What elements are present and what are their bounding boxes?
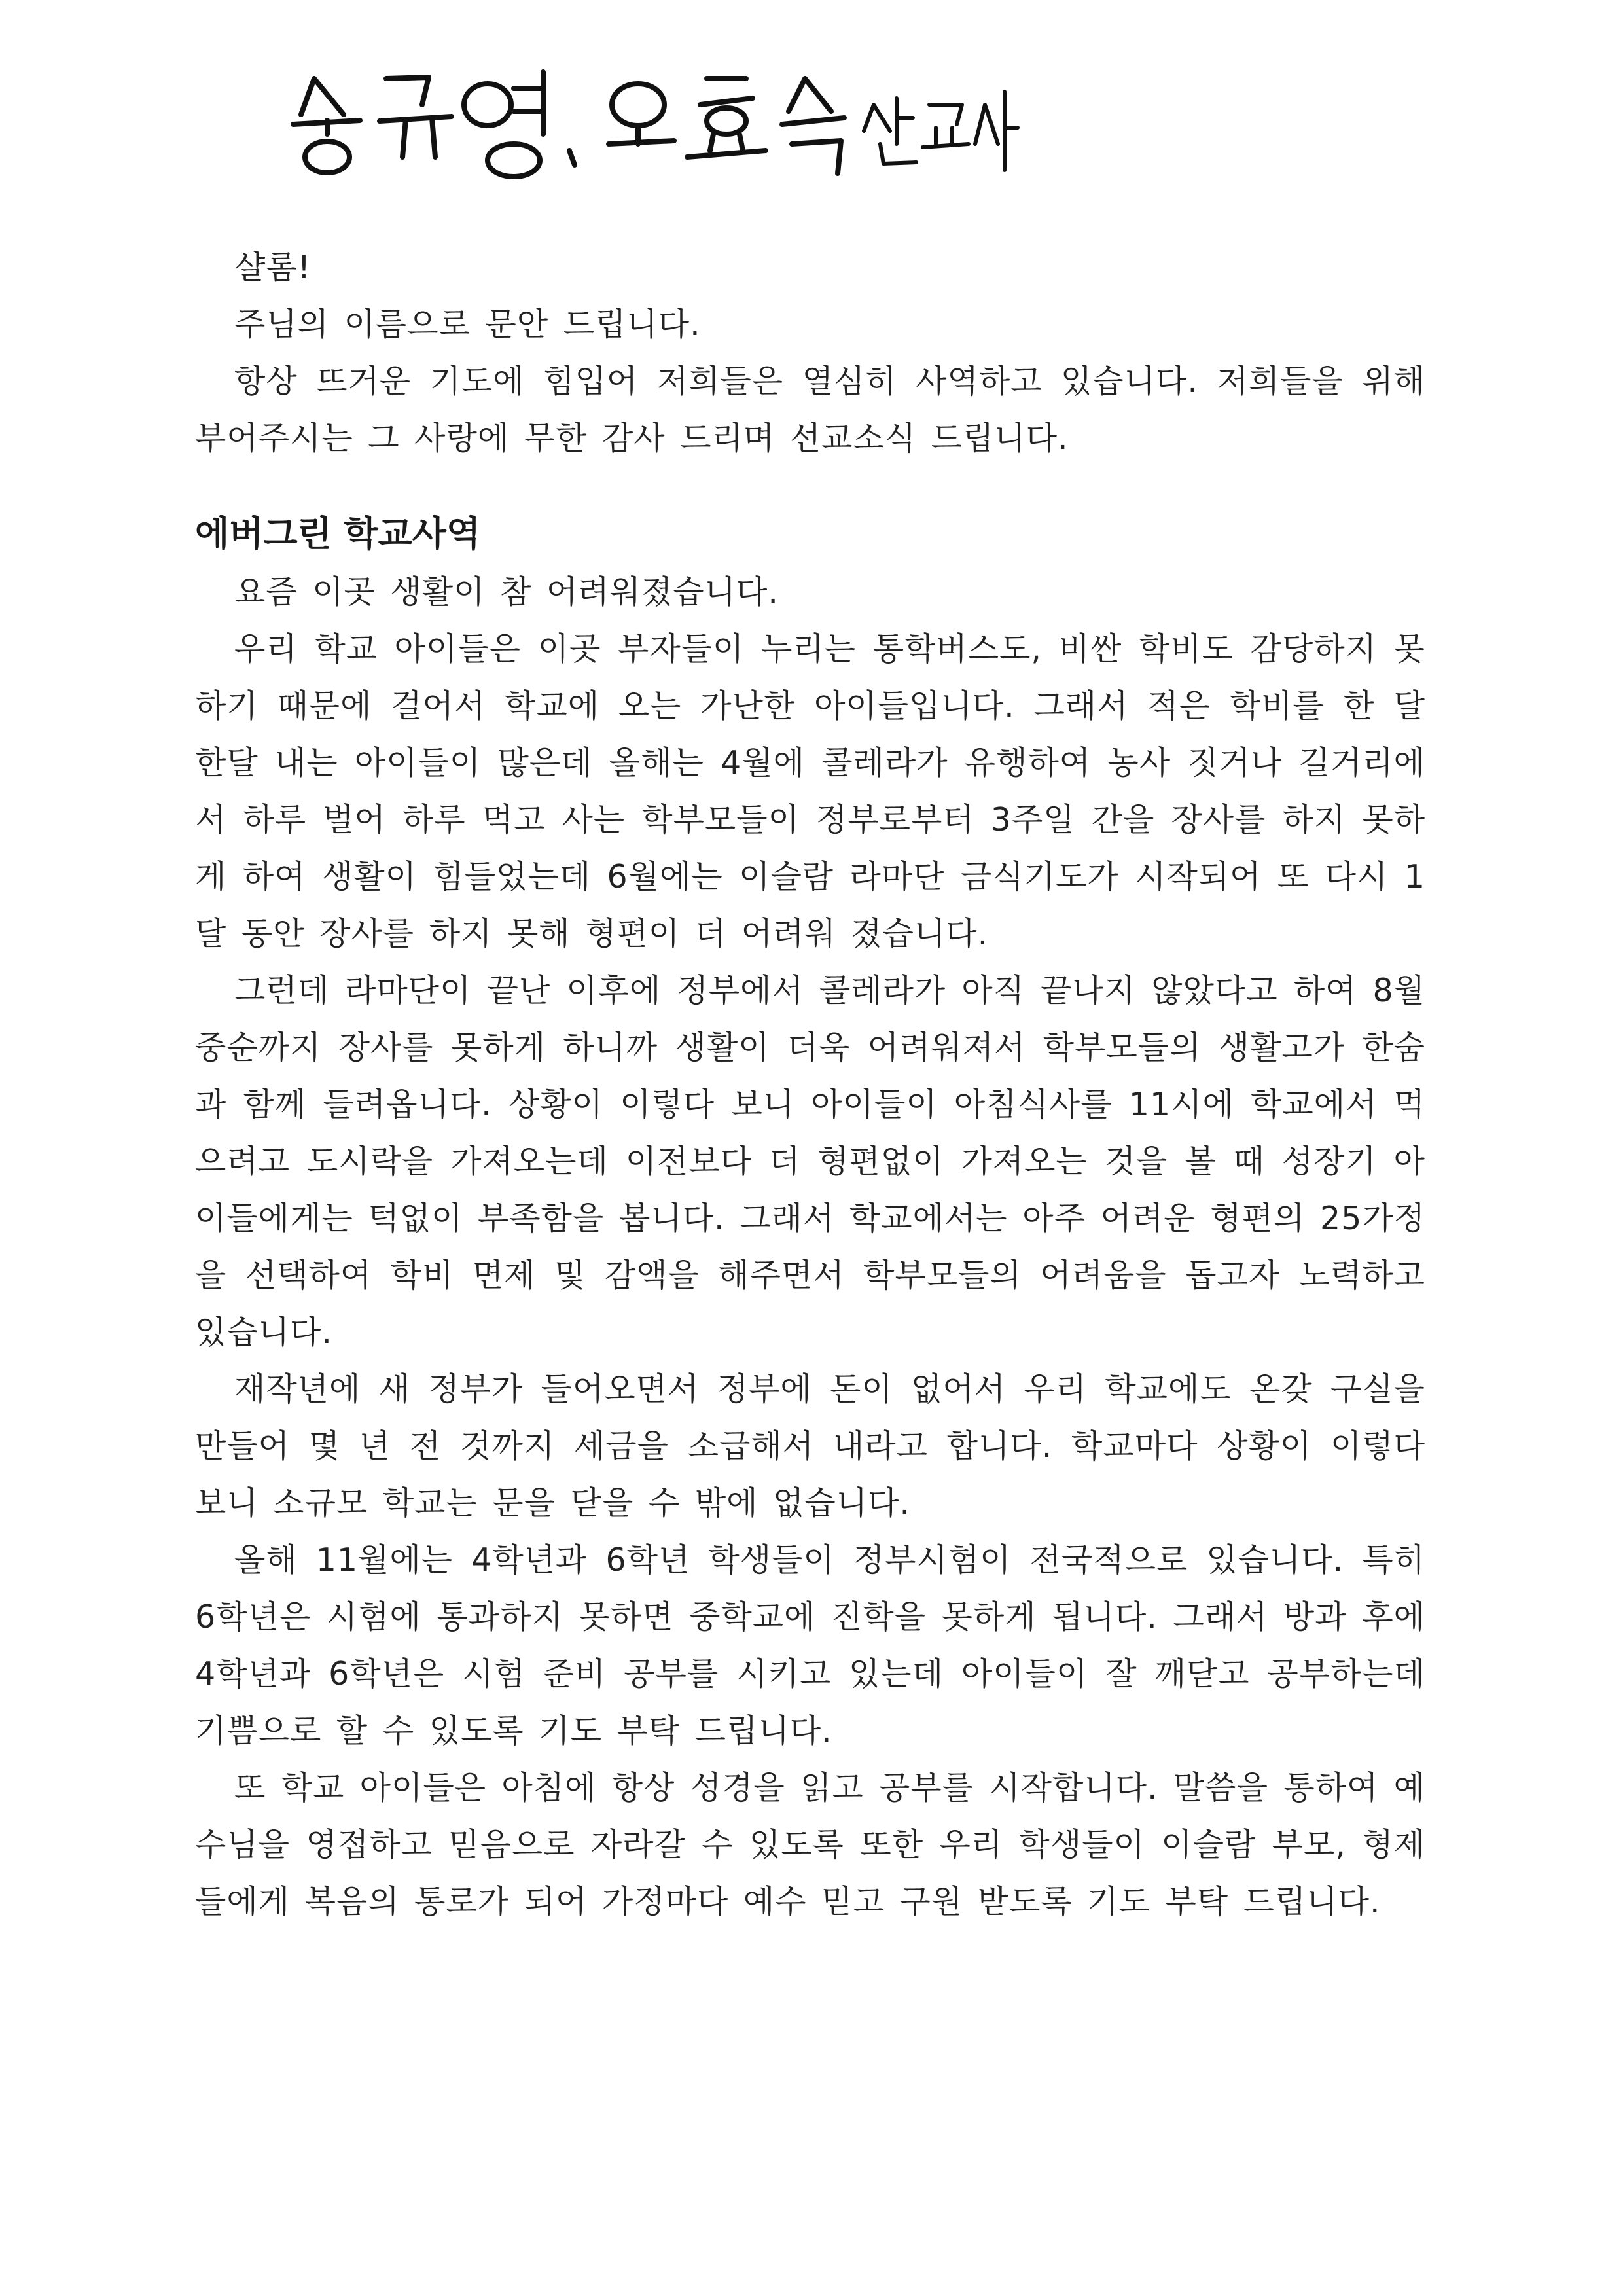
- greeting-line: 항상 뜨거운 기도에 힘입어 저희들은 열심히 사역하고 있습니다. 저희들을 위해 부어주시는 그 사랑에 무한 감사 드리며 선교소식 드립니다.: [195, 363, 1425, 457]
- section-paragraph: 재작년에 새 정부가 들어오면서 정부에 돈이 없어서 우리 학교에도 온갖 구실을 만들어 몇 년 전 것까지 세금을 소급해서 내라고 합니다. 학교마다 상황이 이렇다 보니 소규모 학교는 문을 닫을 수 밖에 없습니다.: [195, 1371, 1425, 1522]
- section-paragraph: 요즘 이곳 생활이 참 어려워졌습니다.: [234, 573, 779, 611]
- letter-body: [195, 239, 1425, 1930]
- section-paragraph: 그런데 라마단이 끝난 이후에 정부에서 콜레라가 아직 끝나지 않았다고 하여 8월 중순까지 장사를 못하게 하니까 생활이 더욱 어려워져서 학부모들의 생활고가 한숨과 함께 들려옵니다. 상황이 이렇다 보니 아이들이 아침식사를 11시에 학교에서 먹으려고 도시락을 가져오는데 이전보다 더 형편없이 가져오는 것을 볼 때 성장기 아이들에게는 턱없이 부족함을 봅니다. 그래서 학교에서는 아주 어려운 형편의 25가정을 선택하여 학비 면제 및 감액을 해주면서 학부모들의 어려움을 돕고자 노력하고 있습니다.: [195, 972, 1425, 1351]
- section-title: 에버그린 학교사역: [195, 513, 481, 554]
- greeting-line: 주님의 이름으로 문안 드립니다.: [234, 306, 701, 343]
- greeting-line: 샬롬!: [234, 249, 312, 286]
- section-paragraph: 우리 학교 아이들은 이곳 부자들이 누리는 통학버스도, 비싼 학비도 감당하지 못하기 때문에 걸어서 학교에 오는 가난한 아이들입니다. 그래서 적은 학비를 한 달 한달 내는 아이들이 많은데 올해는 4월에 콜레라가 유행하여 농사 짓거나 길거리에서 하루 벌어 하루 먹고 사는 학부모들이 정부로부터 3주일 간을 장사를 하지 못하게 하여 생활이 힘들었는데 6월에는 이슬람 라마단 금식기도가 시작되어 또 다시 1달 동안 장사를 하지 못해 형편이 더 어려워 졌습니다.: [195, 630, 1425, 952]
- section-paragraph: 올해 11월에는 4학년과 6학년 학생들이 정부시험이 전국적으로 있습니다. 특히 6학년은 시험에 통과하지 못하면 중학교에 진학을 못하게 됩니다. 그래서 방과 후에 4학년과 6학년은 시험 준비 공부를 시키고 있는데 아이들이 잘 깨닫고 공부하는데 기쁨으로 할 수 있도록 기도 부탁 드립니다.: [195, 1541, 1425, 1749]
- section-paragraph: 또 학교 아이들은 아침에 항상 성경을 읽고 공부를 시작합니다. 말씀을 통하여 예수님을 영접하고 믿음으로 자라갈 수 있도록 또한 우리 학생들이 이슬람 부모, 형제들에게 복음의 통로가 되어 가정마다 예수 믿고 구원 받도록 기도 부탁 드립니다.: [195, 1769, 1425, 1920]
- greeting-block: [195, 239, 1425, 467]
- handwritten-signature: [288, 52, 1021, 190]
